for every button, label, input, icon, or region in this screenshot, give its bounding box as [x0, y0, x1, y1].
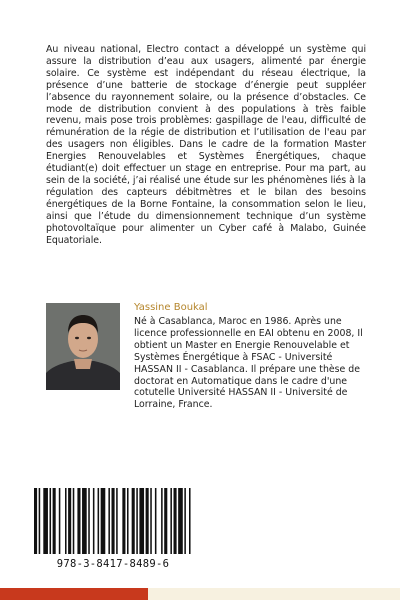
author-portrait-image: [46, 303, 120, 390]
bottom-accent-bar: [0, 588, 148, 600]
back-cover-blurb: Au niveau national, Electro contact a développé un système qui assure la distribution d’eau aux usagers, alimenté par énergie solaire. Ce système est indépendant du réseau électrique, la présence d’une batterie de stockage d’énergie peut suppléer l’absence du rayonnement solaire, ou la présence d’obstacles. Ce mode de distribution convient à des populations à très faible revenu, mais pose trois problèmes: gaspillage de l'eau, difficulté de rémunération de la régie de distribution et l’utilisation de l'eau par des usagers non éligibles. Dans le cadre de la formation Master Energies Renouvelables et Systèmes Énergétiques, chaque étudiant(e) doit effectuer un stage en entreprise. Pour ma part, au sein de la société, j’ai réalisé une étude sur les phénomènes liés à la régulation des capteurs débitmètres et le bilan des besoins énergétiques de la Borne Fontaine, la consommation selon le lieu, ainsi que l’étude du dimensionnement technique d’un système photovoltaïque pour alimenter un Cyber café à Malabo, Guinée Equatoriale.: [46, 44, 366, 246]
barcode-box: [28, 488, 198, 574]
isbn-number: 978-3-8417-8489-6: [56, 558, 170, 570]
author-name: Yassine Boukal: [134, 302, 208, 313]
barcode-icon: [32, 488, 194, 556]
author-photo: [46, 303, 120, 390]
author-bio: Né à Casablanca, Maroc en 1986. Après une licence professionnelle en EAI obtenu en 2008, Il obtient un Master en Energie Renouvelable et Systèmes Énergétique à FSAC - Université HASSAN II - Casablanca. Il prépare une thèse de doctorat en Automatique dans le cadre d'une cotutelle Université HASSAN II - Université de Lorraine, France.: [134, 316, 363, 411]
